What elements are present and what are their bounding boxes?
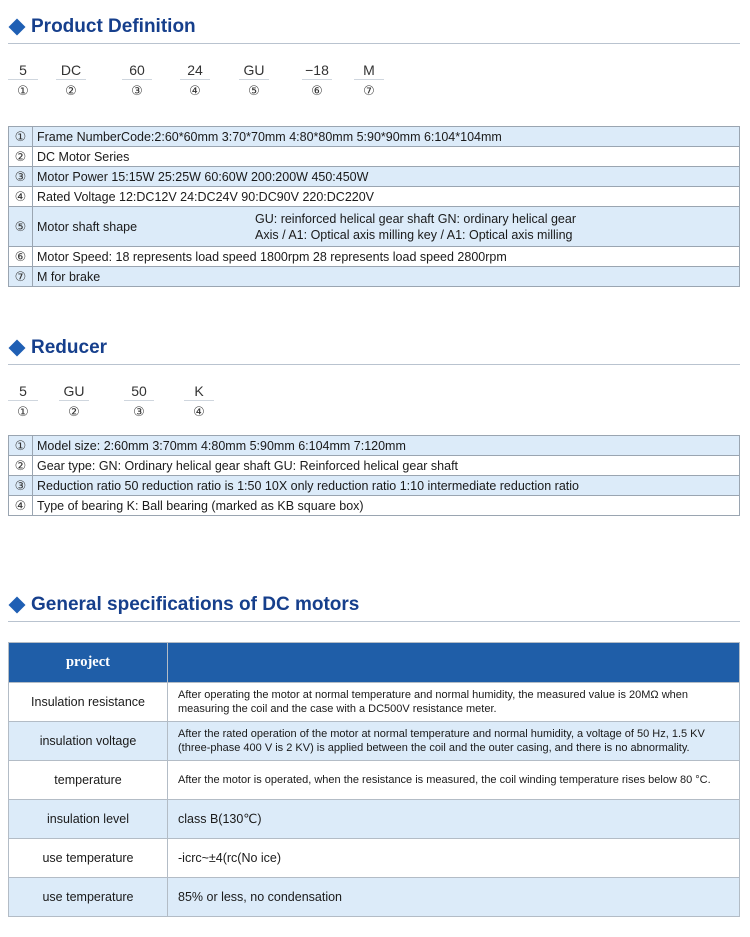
- section-title: General specifications of DC motors: [31, 594, 360, 615]
- code-segment: [180, 60, 210, 98]
- code-number: ⑥: [311, 83, 323, 98]
- section-title: Reducer: [31, 337, 108, 358]
- diamond-bullet-icon: [9, 19, 26, 36]
- row-number: ④: [9, 496, 33, 516]
- table-row: [9, 167, 740, 187]
- row-number: ①: [9, 127, 33, 147]
- divider: [8, 621, 740, 622]
- table-row: [9, 127, 740, 147]
- code-segment: [56, 60, 86, 98]
- code-segment: [124, 381, 154, 419]
- code-number: ⑤: [248, 83, 260, 98]
- row-number: ①: [9, 436, 33, 456]
- row-text: Motor Power 15:15W 25:25W 60:60W 200:200W 450:450W: [33, 167, 740, 187]
- spec-name: Insulation resistance: [9, 683, 168, 722]
- code-number: ④: [193, 404, 205, 419]
- description-line: GU: reinforced helical gear shaft GN: ordinary helical gear: [255, 211, 576, 226]
- divider: [8, 43, 740, 44]
- code-segment: [8, 381, 38, 419]
- general-specs-table: [8, 642, 740, 917]
- code-segment: [8, 60, 38, 98]
- code-value: 5: [8, 60, 38, 80]
- row-label: Motor shaft shape: [37, 219, 138, 234]
- spec-name: insulation level: [9, 800, 168, 839]
- table-row: [9, 147, 740, 167]
- row-number: ⑥: [9, 247, 33, 267]
- table-row: [9, 187, 740, 207]
- table-row: [9, 456, 740, 476]
- table-row: [9, 800, 740, 839]
- row-number: ③: [9, 476, 33, 496]
- table-row: [9, 436, 740, 456]
- code-value: K: [184, 381, 214, 401]
- product-definition-table: [8, 126, 740, 287]
- reducer-table: [8, 435, 740, 516]
- row-number: ②: [9, 147, 33, 167]
- code-value: 24: [180, 60, 210, 80]
- spec-name: use temperature: [9, 839, 168, 878]
- code-number: ②: [65, 83, 77, 98]
- code-number: ③: [131, 83, 143, 98]
- table-row: [9, 247, 740, 267]
- column-header: project: [9, 643, 168, 683]
- table-row: [9, 683, 740, 722]
- code-value: 50: [124, 381, 154, 401]
- code-number: ①: [17, 83, 29, 98]
- row-text: Motor Speed: 18 represents load speed 1800rpm 28 represents load speed 2800rpm: [33, 247, 740, 267]
- code-value: GU: [59, 381, 89, 401]
- code-value: GU: [239, 60, 269, 80]
- code-number: ①: [17, 404, 29, 419]
- code-value: 5: [8, 381, 38, 401]
- column-header-blank: [168, 643, 740, 683]
- code-segment: [239, 60, 269, 98]
- row-cell: [33, 207, 740, 247]
- spec-value: -icrc~±4(rc(No ice): [168, 839, 740, 878]
- spec-value: After the rated operation of the motor at normal temperature and normal humidity, a voltage of 50 Hz, 1.5 KV (three-phase 400 V is 2 KV) is applied between the coil and the outer casing, and there is no abnormality.: [168, 722, 740, 761]
- spec-value: After operating the motor at normal temperature and normal humidity, the measured value is 20MΩ when measuring the coil and the case with a DC500V resistance meter.: [168, 683, 740, 722]
- spec-name: use temperature: [9, 878, 168, 917]
- diamond-bullet-icon: [9, 597, 26, 614]
- code-segment: [354, 60, 384, 98]
- table-row: [9, 496, 740, 516]
- row-description: [255, 211, 576, 243]
- code-number: ②: [68, 404, 80, 419]
- table-row: [9, 476, 740, 496]
- row-text: Frame NumberCode:2:60*60mm 3:70*70mm 4:80*80mm 5:90*90mm 6:104*104mm: [33, 127, 740, 147]
- row-number: ⑦: [9, 267, 33, 287]
- spec-name: temperature: [9, 761, 168, 800]
- row-number: ⑤: [9, 207, 33, 247]
- code-value: M: [354, 60, 384, 80]
- spec-value: class B(130℃): [168, 800, 740, 839]
- table-row: [9, 267, 740, 287]
- general-specs-header: [8, 594, 359, 616]
- diamond-bullet-icon: [9, 340, 26, 357]
- table-row: [9, 878, 740, 917]
- row-number: ②: [9, 456, 33, 476]
- code-number: ③: [133, 404, 145, 419]
- code-value: −18: [302, 60, 332, 80]
- row-text: Model size: 2:60mm 3:70mm 4:80mm 5:90mm 6:104mm 7:120mm: [33, 436, 740, 456]
- reducer-header: [8, 337, 107, 359]
- code-value: 60: [122, 60, 152, 80]
- code-segment: [184, 381, 214, 419]
- code-number: ④: [189, 83, 201, 98]
- row-text: Type of bearing K: Ball bearing (marked as KB square box): [33, 496, 740, 516]
- row-text: Rated Voltage 12:DC12V 24:DC24V 90:DC90V 220:DC220V: [33, 187, 740, 207]
- code-segment: [122, 60, 152, 98]
- table-row: [9, 839, 740, 878]
- row-text: Reduction ratio 50 reduction ratio is 1:50 10X only reduction ratio 1:10 intermediate reduction ratio: [33, 476, 740, 496]
- spec-value: After the motor is operated, when the resistance is measured, the coil winding temperature rises below 80 °C.: [168, 761, 740, 800]
- spec-name: insulation voltage: [9, 722, 168, 761]
- row-number: ④: [9, 187, 33, 207]
- description-line: Axis / A1: Optical axis milling key / A1: Optical axis milling: [255, 227, 573, 242]
- code-segment: [302, 60, 332, 98]
- code-number: ⑦: [363, 83, 375, 98]
- row-number: ③: [9, 167, 33, 187]
- row-text: M for brake: [33, 267, 740, 287]
- row-text: DC Motor Series: [33, 147, 740, 167]
- spec-value: 85% or less, no condensation: [168, 878, 740, 917]
- product-definition-header: [8, 16, 196, 38]
- table-row: [9, 722, 740, 761]
- row-text: Gear type: GN: Ordinary helical gear shaft GU: Reinforced helical gear shaft: [33, 456, 740, 476]
- table-row: [9, 761, 740, 800]
- table-row: [9, 207, 740, 247]
- divider: [8, 364, 740, 365]
- table-header-row: [9, 643, 740, 683]
- section-title: Product Definition: [31, 16, 196, 37]
- code-segment: [59, 381, 89, 419]
- code-value: DC: [56, 60, 86, 80]
